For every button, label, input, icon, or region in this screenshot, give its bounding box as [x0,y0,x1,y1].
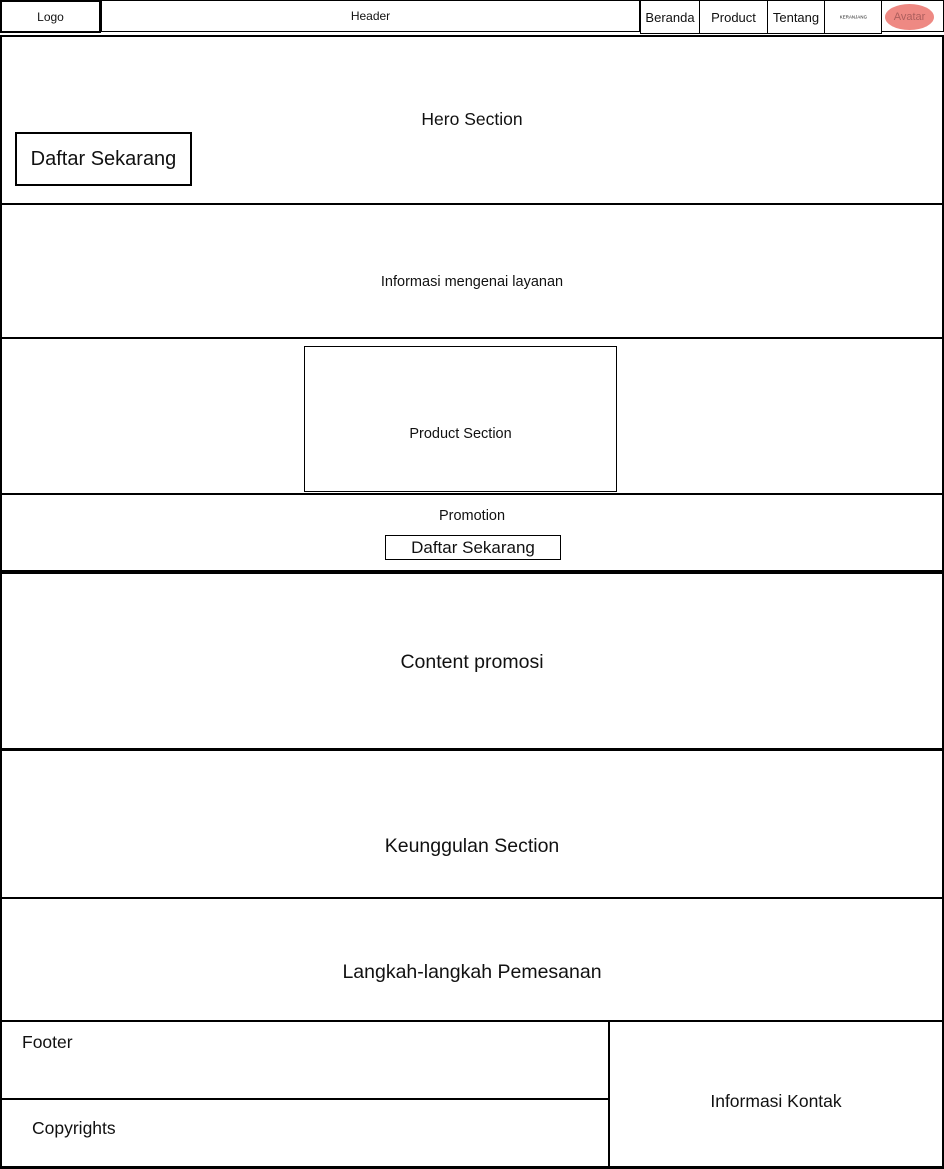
cart-button[interactable] [824,0,882,34]
steps-section [2,899,942,1022]
header-title: Header [350,9,391,23]
avatar-cell [881,0,944,32]
footer-section [2,1022,942,1166]
nav-item-label: Tentang [772,9,820,25]
promo-content-section [2,574,942,751]
header-bar [101,0,640,32]
promotion-cta-button[interactable]: Daftar Sekarang [385,535,561,560]
nav-item-label: Product [711,9,756,25]
hero-cta-button[interactable]: Daftar Sekarang [15,132,192,186]
contact-label: Informasi Kontak [710,1090,842,1111]
avatar[interactable] [885,4,934,30]
services-section [2,205,942,339]
contact-box [610,1022,942,1166]
content-frame [0,35,944,1169]
logo-box[interactable] [0,0,101,33]
footer-label: Footer [22,1032,73,1052]
footer-box [2,1022,608,1100]
hero-title: Hero Section [421,109,523,129]
nav-item-label: Beranda [645,9,695,25]
cart-label: KERANJANG [839,14,867,20]
product-box-label: Product Section [409,426,512,442]
nav-item-tentang[interactable] [767,0,825,34]
products-section [2,339,942,495]
promo-content-label: Content promosi [400,651,544,673]
nav-item-beranda[interactable] [640,0,700,34]
promotion-label: Promotion [438,508,506,524]
product-box [304,346,617,492]
services-label: Informasi mengenai layanan [380,274,564,290]
copyrights-label: Copyrights [32,1118,116,1138]
logo-label: Logo [37,9,64,24]
advantages-label: Keunggulan Section [384,835,560,857]
promotion-section [2,495,942,574]
nav-item-product[interactable] [699,0,768,34]
avatar-label: Avatar [893,11,926,23]
copyrights-box [2,1100,608,1166]
hero-section [2,37,942,205]
footer-left-column [2,1022,610,1166]
advantages-section [2,751,942,899]
steps-label: Langkah-langkah Pemesanan [342,961,602,983]
